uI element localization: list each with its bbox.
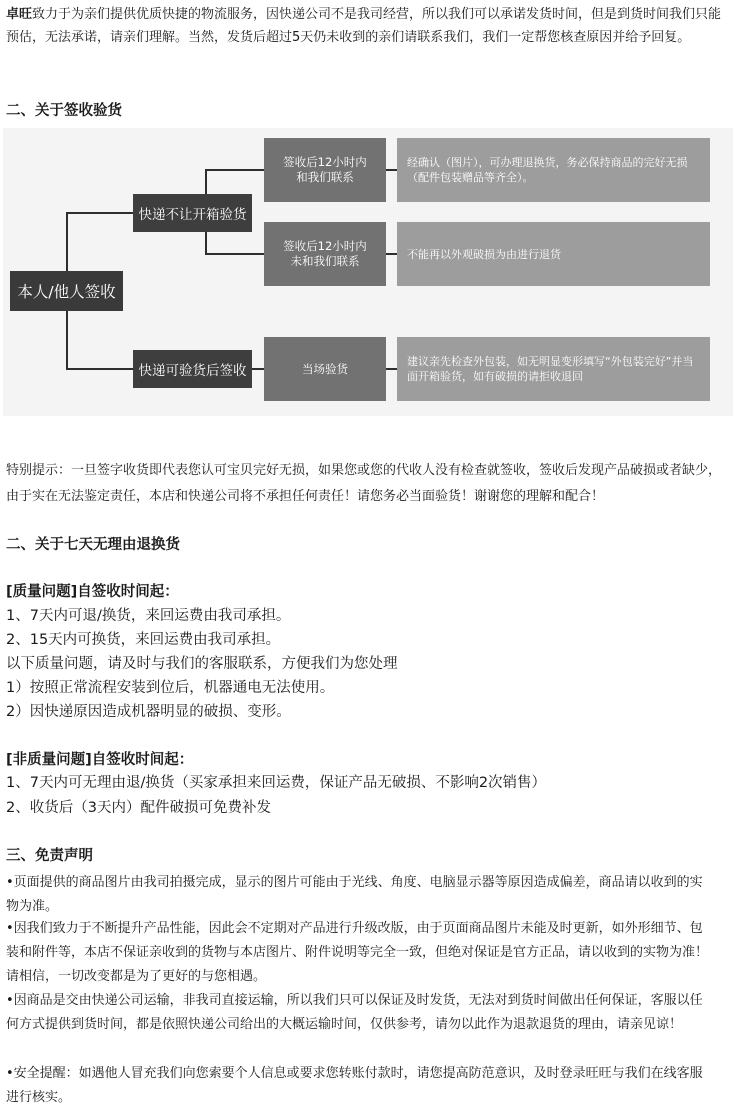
quality-line: 1）按照正常流程安装到位后，机器通电无法使用。 <box>6 680 335 696</box>
note-return-exchange: 经确认（图片），可办理退换货，务必保持商品的完好无损（配件包装赠品等齐全）。 <box>397 138 710 202</box>
intro-text: 致力于为亲们提供优质快捷的物流服务，因快递公司不是我司经营，所以我们可以承诺发货时间，但是到货时间我们只能预估，无法承诺，请亲们理解。当然，发货后超过5天仍未收到的亲们请联系我们，我们一定帮您核查原因并给予回复。 <box>6 7 722 45</box>
quality-line: 2）因快递原因造成机器明显的破损、变形。 <box>6 704 291 720</box>
section-title-inspection: 二、关于签收验货 <box>6 103 122 119</box>
section-title-disclaimer: 三、免责声明 <box>6 848 93 864</box>
no-contact-within-12h-line1: 签收后12小时内 <box>283 239 367 253</box>
connector-line <box>66 212 133 214</box>
inspection-flow-diagram <box>3 128 733 416</box>
quality-line: 1、7天内可退/换货，来回运费由我司承担。 <box>6 608 291 624</box>
no-contact-within-12h-box <box>264 222 386 286</box>
special-notice: 特别提示：一旦签字收货即代表您认可宝贝完好无损，如果您或您的代收人没有检查就签收，签收后发现产品破损或者缺少，由于实在无法鉴定责任，本店和快递公司将不承担任何责任！请您务必当面验货！谢谢您的理解和配合！ <box>6 463 722 504</box>
contact-within-12h-line1: 签收后12小时内 <box>283 155 367 169</box>
quality-line: 以下质量问题，请及时与我们的客服联系，方便我们为您处理 <box>6 656 398 672</box>
recipient-sign-box: 本人/他人签收 <box>10 271 123 311</box>
non-quality-line: 2、收货后（3天内）配件破损可免费补发 <box>6 800 271 816</box>
no-open-inspection-box: 快递不让开箱验货 <box>133 194 252 232</box>
connector-line <box>386 169 397 171</box>
non-quality-issue-heading: [非质量问题]自签收时间起： <box>6 752 194 768</box>
disclaimer-item: •因我们致力于不断提升产品性能，因此会不定期对产品进行升级改版，由于页面商品图片未能及时更新，如外形细节、包装和附件等，本店不保证亲收到的货物与本店图片、附件说明等完全一致，但绝对保证是官方正品，请以收到的实物为准！请相信，一切改变都是为了更好的与您相遇。 <box>6 921 709 984</box>
non-quality-line: 1、7天内可无理由退/换货（买家承担来回运费，保证产品无破损、不影响2次销售） <box>6 775 547 791</box>
connector-line <box>386 253 397 255</box>
contact-within-12h-line2: 和我们联系 <box>296 170 354 184</box>
contact-within-12h-box <box>264 138 386 202</box>
note-no-damage-return: 不能再以外观破损为由进行退货 <box>397 222 710 286</box>
quality-line: 2、15天内可换货，来回运费由我司承担。 <box>6 632 281 648</box>
connector-line <box>205 169 264 171</box>
intro-paragraph <box>6 3 728 49</box>
section-title-returns: 二、关于七天无理由退换货 <box>6 537 180 553</box>
disclaimer-item: •安全提醒：如遇他人冒充我们向您索要个人信息或要求您转账付款时，请您提高防范意识，及时登录旺旺与我们在线客服进行核实。 <box>6 1066 703 1105</box>
note-check-package: 建议亲先检查外包装，如无明显变形填写“外包装完好”并当面开箱验货，如有破损的请拒收退回 <box>397 337 710 401</box>
connector-line <box>252 368 264 370</box>
disclaimer-item: •页面提供的商品图片由我司拍摄完成，显示的图片可能由于光线、角度、电脑显示器等原因造成偏差，商品请以收到的实物为准。 <box>6 875 703 914</box>
connector-line <box>66 368 133 370</box>
disclaimer-item: •因商品是交由快递公司运输，非我司直接运输，所以我们只可以保证及时发货，无法对到货时间做出任何保证，客服以任何方式提供到货时间，都是依照快递公司给出的大概运输时间，仅供参考，请勿以此作为退款退货的理由，请亲见谅！ <box>6 993 703 1032</box>
connector-line <box>386 368 397 370</box>
quality-issue-heading: [质量问题]自签收时间起： <box>6 584 179 600</box>
connector-line <box>205 253 264 255</box>
brand-name: 卓旺 <box>6 7 33 22</box>
connector-line <box>66 311 68 369</box>
no-contact-within-12h-line2: 未和我们联系 <box>290 254 360 268</box>
connector-line <box>66 212 68 271</box>
inspect-then-sign-box: 快递可验货后签收 <box>133 350 252 388</box>
on-site-inspection-box: 当场验货 <box>264 337 386 401</box>
